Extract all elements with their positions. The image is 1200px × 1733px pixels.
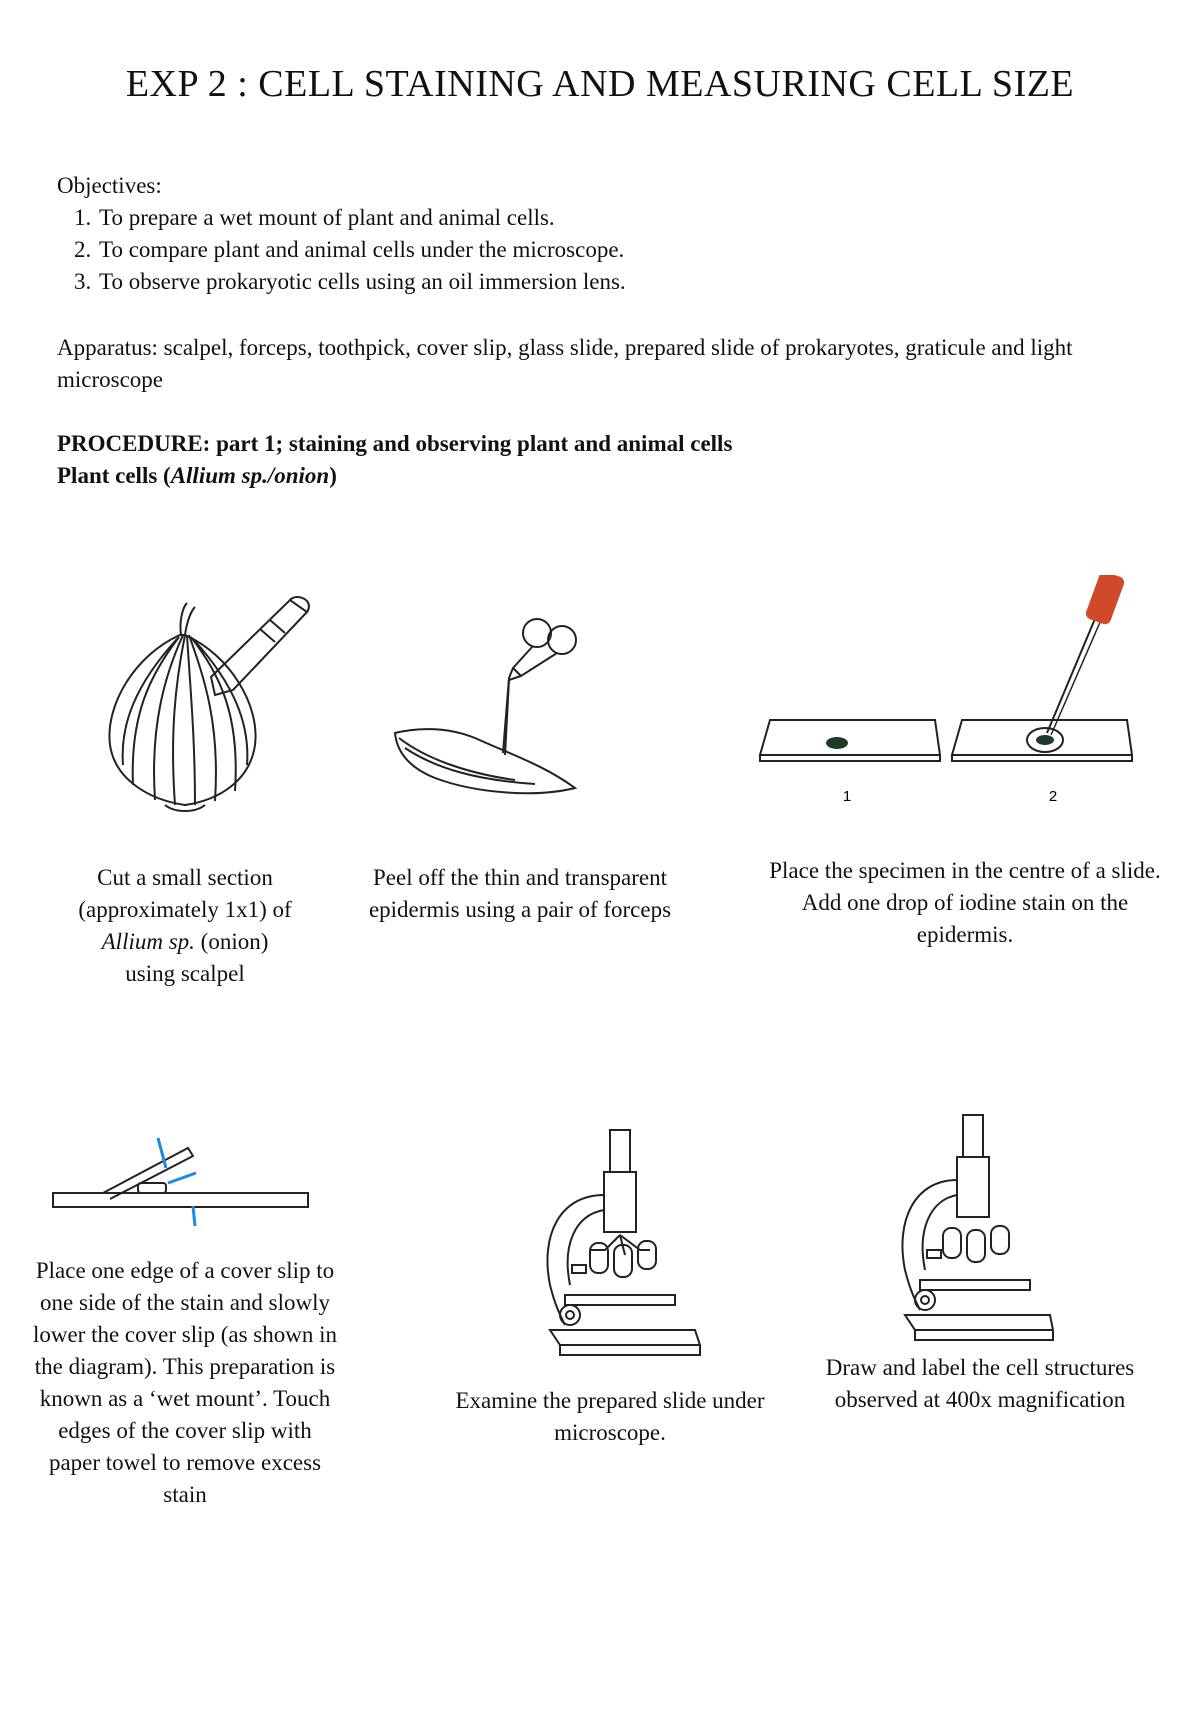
slide-label-2: 2: [1048, 788, 1058, 805]
forceps-epidermis-illustration: [385, 598, 605, 808]
apparatus-text: Apparatus: scalpel, forceps, toothpick, cover slip, glass slide, prepared slide of prokaryotes, graticule and light microscope: [57, 335, 1073, 392]
step-6-caption: Draw and label the cell structures observed at 400x magnification: [825, 1355, 1135, 1412]
objectives-list: [57, 202, 1157, 298]
objective-item: 3. To observe prokaryotic cells using an oil immersion lens.: [97, 266, 1157, 298]
objective-item: 2. To compare plant and animal cells under the microscope.: [97, 234, 1157, 266]
procedure-heading: PROCEDURE: part 1; staining and observing plant and animal cells: [57, 431, 733, 456]
step-1-caption: Cut a small section (approximately 1x1) of Allium sp. (onion) using scalpel: [78, 865, 292, 986]
dropper-bulb: [1084, 575, 1126, 626]
objectives-section: [57, 170, 1157, 298]
cover-slip-illustration: [48, 1128, 318, 1228]
step-5-caption: Examine the prepared slide under microscope.: [455, 1388, 765, 1445]
microscope-illustration: [520, 1125, 710, 1360]
objective-item: 1. To prepare a wet mount of plant and animal cells.: [97, 202, 1157, 234]
procedure-section: [57, 428, 1157, 492]
page-title: EXP 2 : CELL STAINING AND MEASURING CELL SIZE: [125, 63, 1075, 105]
microscope-illustration-2: [885, 1110, 1075, 1345]
step-2-caption: Peel off the thin and transparent epidermis using a pair of forceps: [368, 865, 672, 922]
onion-scalpel-illustration: [95, 595, 335, 820]
slide-iodine-illustration: [755, 575, 1145, 835]
procedure-subheading: Plant cells (Allium sp./onion): [57, 463, 337, 488]
step-4-caption: Place one edge of a cover slip to one side of the stain and slowly lower the cover slip (as shown in the diagram). This preparation is known as a ‘wet mount’. Touch edges of the cover slip with paper towel to remove excess stain: [32, 1258, 338, 1507]
objectives-heading: Objectives:: [57, 173, 162, 198]
specimen-stain: [826, 737, 848, 749]
slide-label-1: 1: [842, 788, 852, 805]
step-3-caption: Place the specimen in the centre of a slide. Add one drop of iodine stain on the epidermis.: [769, 858, 1161, 947]
